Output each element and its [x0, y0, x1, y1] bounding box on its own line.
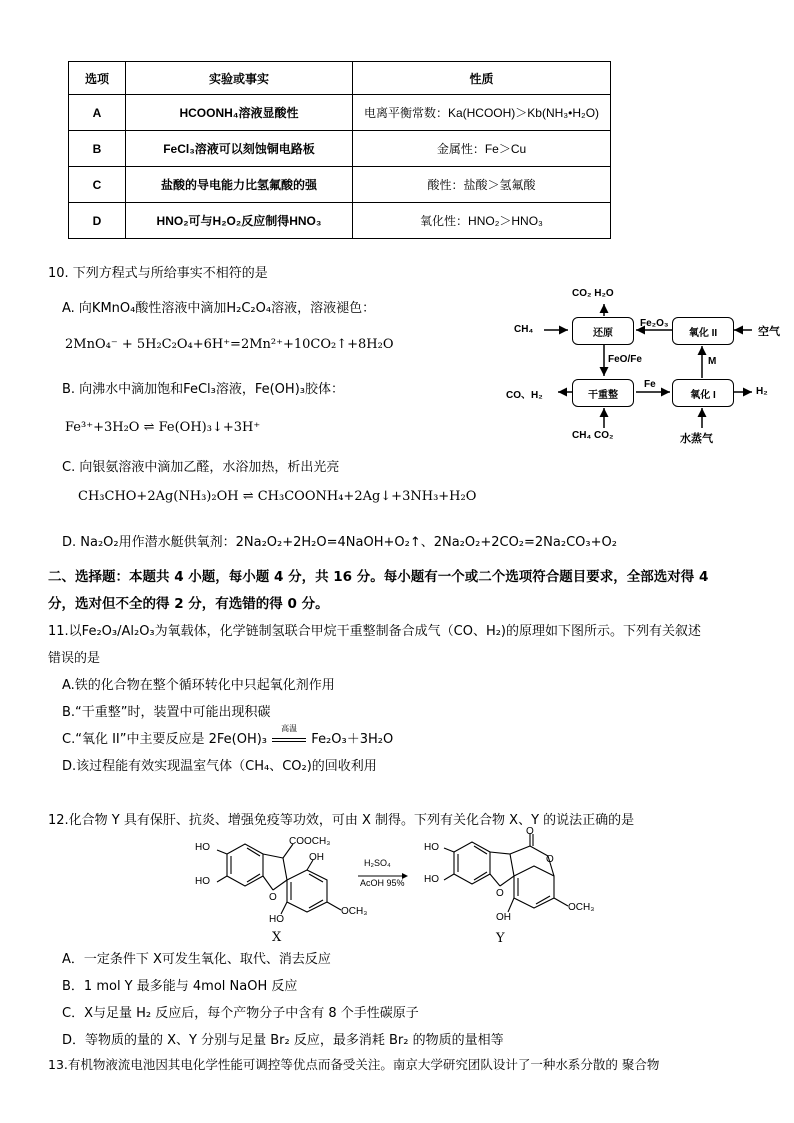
table-cell: 氧化性：HNO₂＞HNO₃	[353, 203, 611, 239]
table-row	[69, 131, 611, 167]
table-header-cell: 实验或事实	[126, 62, 353, 95]
q11-option-b: B.“干重整”时，装置中可能出现积碳	[62, 705, 271, 720]
table-cell: HNO₂可与H₂O₂反应制得HNO₃	[126, 203, 353, 239]
table-header-row	[69, 62, 611, 95]
table-cell: A	[69, 95, 126, 131]
x-ho-2: HO	[195, 876, 210, 887]
table-cell: 金属性：Fe＞Cu	[353, 131, 611, 167]
q11-option-d: D.该过程能有效实现温室气体（CH₄、CO₂)的回收利用	[62, 759, 377, 774]
table-cell: FeCl₃溶液可以刻蚀铜电路板	[126, 131, 353, 167]
table-row	[69, 203, 611, 239]
table-cell: HCOONH₄溶液显酸性	[126, 95, 353, 131]
y-och3: OCH₃	[568, 902, 595, 913]
structure-x-bonds	[195, 836, 385, 944]
q10-option-c: C. 向银氨溶液中滴加乙醛，水浴加热，析出光亮	[62, 460, 340, 475]
label-co2-h2o: CO₂ H₂O	[572, 288, 614, 299]
table-cell: B	[69, 131, 126, 167]
options-table	[68, 61, 611, 239]
q11-condition-text: 高温	[281, 724, 298, 733]
q13-stem: 13.有机物液流电池因其电化学性能可调控等优点而备受关注。南京大学研究团队设计了一种水系分散的 聚合物	[48, 1057, 660, 1072]
q11-option-c-left: C.“氧化 II”中主要反应是 2Fe(OH)₃	[62, 732, 268, 747]
table-cell: C	[69, 167, 126, 203]
x-ho-1: HO	[195, 842, 210, 853]
box-oxidation-2: 氧化 II	[672, 317, 734, 345]
y-oh: OH	[496, 912, 511, 923]
q12-stem: 12.化合物 Y 具有保肝、抗炎、增强免疫等功效，可由 X 制得。下列有关化合物 X、Y 的说法正确的是	[48, 813, 635, 828]
x-coome: COOCH₃	[289, 836, 331, 847]
table-cell: 盐酸的导电能力比氢氟酸的强	[126, 167, 353, 203]
structure-y	[424, 826, 624, 930]
table-header-cell: 性质	[353, 62, 611, 95]
table-header-cell: 选项	[69, 62, 126, 95]
label-y: Y	[496, 931, 505, 946]
label-m: M	[708, 356, 717, 367]
q11-option-c-right: Fe₂O₃＋3H₂O	[311, 732, 394, 747]
q11-option-a: A.铁的化合物在整个循环转化中只起氧化剂作用	[62, 678, 335, 693]
box-oxidation-1: 氧化 I	[672, 379, 734, 407]
box-dry-reforming: 干重整	[572, 379, 634, 407]
q11-stem-line1: 11.以Fe₂O₃/Al₂O₃为氧载体，化学链制氢联合甲烷干重整制备合成气（CO、H₂)的原理如下图所示。下列有关叙述	[48, 624, 702, 639]
label-h2: H₂	[756, 386, 768, 397]
q12-option-d: D．等物质的量的 X、Y 分别与足量 Br₂ 反应，最多消耗 Br₂ 的物质的量相等	[62, 1033, 504, 1048]
table-cell: 电离平衡常数：Ka(HCOOH)＞Kb(NH₃•H₂O)	[353, 95, 611, 131]
table-row	[69, 167, 611, 203]
label-feo-fe: FeO/Fe	[608, 354, 642, 365]
q12-option-b: B．1 mol Y 最多能与 4mol NaOH 反应	[62, 979, 298, 994]
looping-diagram	[500, 280, 790, 450]
y-lactone-o: O	[546, 854, 554, 865]
label-ch4-in: CH₄	[514, 324, 534, 335]
q10-option-a-equation: 2MnO₄⁻ + 5H₂C₂O₄+6H⁺=2Mn²⁺+10CO₂↑+8H₂O	[65, 337, 394, 352]
diagram-arrows	[500, 280, 790, 450]
reaction-arrow	[356, 858, 412, 888]
table-row	[69, 95, 611, 131]
label-co-h2: CO、H₂	[506, 390, 543, 401]
reagent-h2so4: H₂SO₄	[364, 858, 391, 868]
q11-option-c	[62, 724, 394, 747]
q10-option-d: D. Na₂O₂用作潜水艇供氧剂：2Na₂O₂+2H₂O=4NaOH+O₂↑、2Na₂O₂+2CO₂=2Na₂CO₃+O₂	[62, 535, 617, 550]
q10-option-c-equation: CH₃CHO+2Ag(NH₃)₂OH ⇌ CH₃COONH₄+2Ag↓+3NH₃+H₂O	[78, 489, 477, 504]
reaction-condition-arrow	[272, 724, 306, 747]
label-fe: Fe	[644, 379, 656, 390]
structure-x	[195, 836, 385, 944]
q10-option-b-equation: Fe³⁺+3H₂O ⇌ Fe(OH)₃↓+3H⁺	[65, 420, 261, 435]
y-carbonyl-o: O	[526, 826, 534, 837]
structure-y-bonds	[424, 830, 624, 930]
q10-option-a: A. 向KMnO₄酸性溶液中滴加H₂C₂O₄溶液，溶液褪色：	[62, 301, 376, 316]
label-air: 空气	[758, 326, 780, 338]
label-steam: 水蒸气	[680, 433, 713, 445]
y-ho-2: HO	[424, 874, 439, 885]
box-reduction: 还原	[572, 317, 634, 345]
q11-stem-line2: 错误的是	[48, 651, 101, 666]
x-ring-o: O	[269, 892, 277, 903]
x-och3: OCH₃	[341, 906, 368, 917]
y-furan-o: O	[496, 888, 504, 899]
x-oh: OH	[309, 852, 324, 863]
q10-stem: 10. 下列方程式与所给事实不相符的是	[48, 266, 268, 281]
label-ch4-co2-in: CH₄ CO₂	[572, 430, 614, 441]
x-ho-3: HO	[269, 914, 284, 925]
label-x: X	[272, 930, 282, 945]
y-ho-1: HO	[424, 842, 439, 853]
table-cell: 酸性：盐酸＞氢氟酸	[353, 167, 611, 203]
label-fe2o3: Fe₂O₃	[640, 318, 669, 329]
q10-option-b: B. 向沸水中滴加饱和FeCl₃溶液，Fe(OH)₃胶体：	[62, 382, 344, 397]
reagent-acoh: AcOH 95%	[360, 878, 405, 888]
section2-line2: 分，选对但不全的得 2 分，有选错的得 0 分。	[48, 596, 329, 612]
section2-line1: 二、选择题：本题共 4 小题，每小题 4 分，共 16 分。每小题有一个或二个选项符合题目要求，全部选对得 4	[48, 569, 709, 585]
q12-option-a: A．一定条件下 X可发生氧化、取代、消去反应	[62, 952, 331, 967]
q12-option-c: C．X与足量 H₂ 反应后，每个产物分子中含有 8 个手性碳原子	[62, 1006, 419, 1021]
table-cell: D	[69, 203, 126, 239]
